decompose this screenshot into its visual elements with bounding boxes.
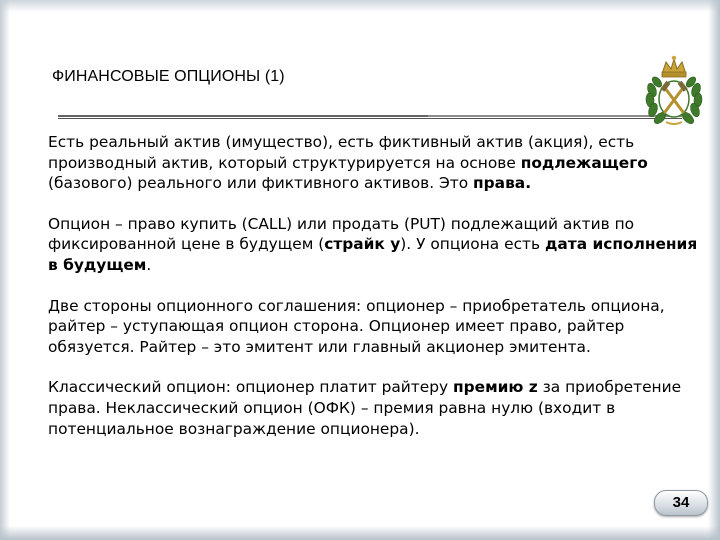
paragraph-classic-option: Классический опцион: опционер платит райтеру премию z за приобретение права. Неклассический опцион (ОФК) – премия равна нулю (входит в потенциальное вознаграждение опционера). xyxy=(48,378,682,438)
slide-body xyxy=(48,132,708,459)
slide-frame-top xyxy=(0,0,720,12)
crown-icon xyxy=(662,56,686,77)
slide-frame-bottom xyxy=(0,526,720,540)
page-number-badge: 34 xyxy=(654,490,708,516)
term-exercise-date: дата исполнения в будущем xyxy=(48,235,698,274)
title-underline xyxy=(58,115,682,120)
slide-frame-left xyxy=(0,0,10,540)
term-underlying: подлежащего xyxy=(520,153,648,172)
paragraph-option-definition: Опцион – право купить (CALL) или продать (PUT) подлежащий актив по фиксированной цене в будущем (страйк y). У опциона есть дата исполнения в будущем. xyxy=(48,214,698,274)
term-strike: страйк y xyxy=(324,235,401,254)
term-premium: премию z xyxy=(452,378,538,397)
crossed-hammers-wreath-icon xyxy=(640,52,708,128)
paragraph-assets: Есть реальный актив (имущество), есть фиктивный актив (акция), есть производный актив, который структурируется на основе подлежащего (базового) реального или фиктивного активов. Это права. xyxy=(48,133,648,193)
term-rights: права. xyxy=(473,174,532,193)
slide-title: ФИНАНСОВЫЕ ОПЦИОНЫ (1) xyxy=(52,68,285,85)
slide-frame-right xyxy=(708,0,720,540)
paragraph-parties: Две стороны опционного соглашения: опционер – приобретатель опциона, райтер – уступающая опцион сторона. Опционер имеет право, райтер обязуется. Райтер – это эмитент или главный акционер эмитента. xyxy=(48,296,665,356)
